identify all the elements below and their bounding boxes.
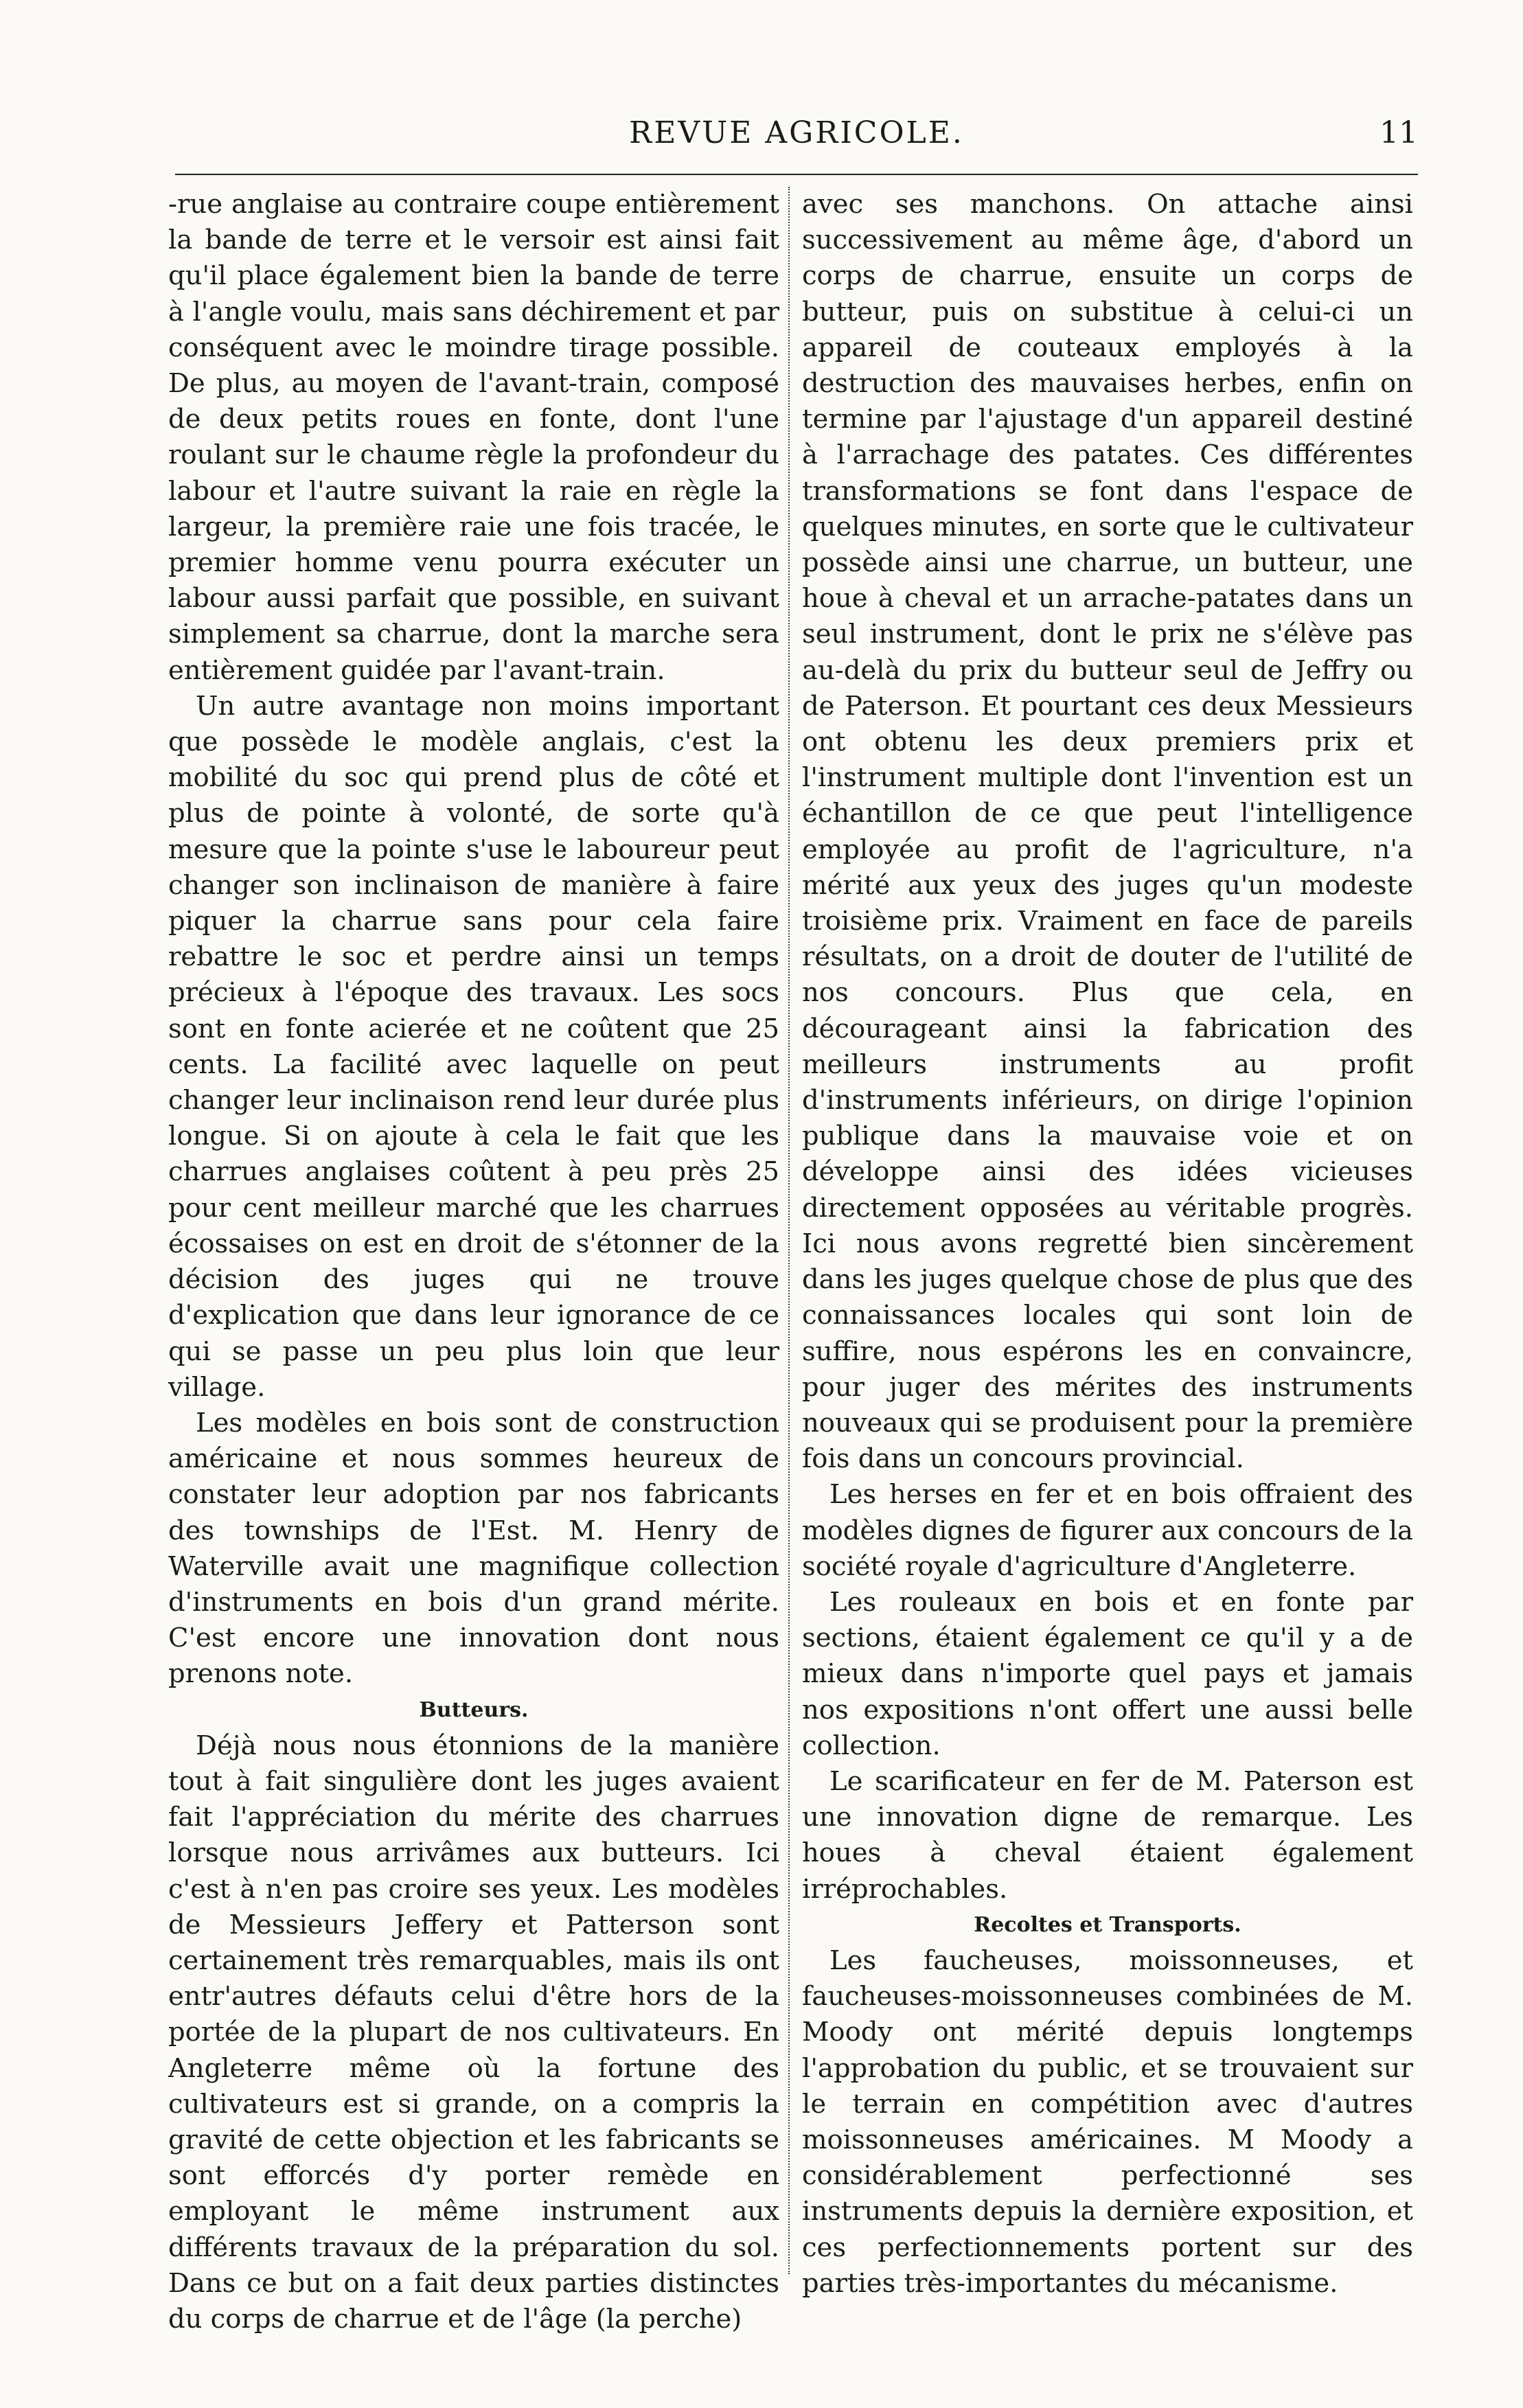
column-divider — [788, 187, 790, 2274]
header-rule — [175, 174, 1418, 175]
paragraph: avec ses manchons. On attache ainsi successivement au même âge, d'abord un corps de charrue, ensuite un corps de butteur, puis on substitue à celui-ci un appareil de couteaux employés à la destruction des mauvaises herbes, enfin on termine par l'ajustage d'un appareil destiné à l'arrachage des patates. Ces différentes transformations se font dans l'espace de quelques minutes, en sorte que le cultivateur possède ainsi une charrue, un butteur, une houe à cheval et un arrache-patates dans un seul instrument, dont le prix ne s'élève pas au-delà du prix du butteur seul de Jeffry ou de Paterson. Et pourtant ces deux Messieurs ont obtenu les deux premiers prix et l'instrument multiple dont l'invention est un échantillon de ce que peut l'intelligence employée au profit de l'agriculture, n'a mérité aux yeux des juges qu'un modeste troisième prix. Vraiment en face de pareils résultats, on a droit de douter de l'utilité de nos concours. Plus que cela, en décourageant ainsi la fabrication des meilleurs instruments au profit d'instruments inférieurs, on dirige l'opinion publique dans la mauvaise voie et on développe ainsi des idées vicieuses directement opposées au véritable progrès. Ici nous avons regretté bien sincèrement dans les juges quelque chose de plus que des connaissances locales qui sont loin de suffire, nous espérons les en convaincre, pour juger des mérites des instruments nouveaux qui se produisent pour la première fois dans un concours provincial. — [802, 189, 1413, 1475]
paragraph: Les rouleaux en bois et en fonte par sections, étaient également ce qu'il y a de mieux dans n'importe quel pays et jamais nos expositions n'ont offert une aussi belle collection. — [802, 1586, 1413, 1761]
left-column — [168, 187, 779, 2337]
paragraph: Déjà nous nous étonnions de la manière tout à fait singulière dont les juges avaient fait l'appréciation du mérite des charrues lorsque nous arrivâmes aux butteurs. Ici c'est à n'en pas croire ses yeux. Les modèles de Messieurs Jeffery et Patterson sont certainement très remarquables, mais ils ont entr'autres défauts celui d'être hors de la portée de la plupart de nos cultivateurs. En Angleterre même où la fortune des cultivateurs est si grande, on a compris la gravité de cette objection et les fabricants se sont efforcés d'y porter remède en employant le même instrument aux différents travaux de la préparation du sol. Dans ce but on a fait deux parties distinctes du corps de charrue et de l'âge (la perche) — [168, 1730, 779, 2335]
right-column — [802, 187, 1413, 2302]
paragraph: Un autre avantage non moins important que possède le modèle anglais, c'est la mobilité du soc qui prend plus de côté et plus de pointe à volonté, de sorte qu'à mesure que la pointe s'use le laboureur peut changer son inclinaison de manière à faire piquer la charrue sans pour cela faire rebattre le soc et perdre ainsi un temps précieux à l'époque des travaux. Les socs sont en fonte acierée et ne coûtent que 25 cents. La facilité avec laquelle on peut changer leur inclinaison rend leur durée plus longue. Si on ajoute à cela le fait que les charrues anglaises coûtent à peu près 25 pour cent meilleur marché que les charrues écossaises on est en droit de s'étonner de la décision des juges qui ne trouve d'explication que dans leur ignorance de ce qui se passe un peu plus loin que leur village. — [168, 690, 779, 1403]
section-heading: Butteurs. — [419, 1697, 529, 1722]
page-number: 11 — [1379, 115, 1418, 150]
running-title: REVUE AGRICOLE. — [629, 115, 964, 150]
paragraph: Le scarificateur en fer de M. Paterson est une innovation digne de remarque. Les houes à cheval étaient également irréprochables. — [802, 1765, 1413, 1905]
paragraph: Les faucheuses, moissonneuses, et faucheuses-moissonneuses combinées de M. Moody ont mérité depuis longtemps l'approbation du public, et se trouvaient sur le terrain en compétition avec d'autres moissonneuses américaines. M Moody a considérablement perfectionné ses instruments depuis la dernière exposition, et ces perfectionnements portent sur des parties très-importantes du mécanisme. — [802, 1945, 1413, 2299]
page-header — [175, 115, 1418, 163]
paragraph: -rue anglaise au contraire coupe entièrement la bande de terre et le versoir est ainsi fait qu'il place également bien la bande de terre à l'angle voulu, mais sans déchirement et par conséquent avec le moindre tirage possible. De plus, au moyen de l'avant-train, composé de deux petits roues en fonte, dont l'une roulant sur le chaume règle la profondeur du labour et l'autre suivant la raie en règle la largeur, la première raie une fois tracée, le premier homme venu pourra exécuter un labour aussi parfait que possible, en suivant simplement sa charrue, dont la marche sera entièrement guidée par l'avant-train. — [168, 189, 779, 686]
section-heading: Recoltes et Transports. — [974, 1912, 1241, 1937]
paragraph: Les herses en fer et en bois offraient des modèles dignes de figurer aux concours de la société royale d'agriculture d'Angleterre. — [802, 1479, 1413, 1582]
paragraph: Les modèles en bois sont de construction américaine et nous sommes heureux de constater leur adoption par nos fabricants des townships de l'Est. M. Henry de Waterville avait une magnifique collection d'instruments en bois d'un grand mérite. C'est encore une innovation dont nous prenons note. — [168, 1407, 779, 1690]
